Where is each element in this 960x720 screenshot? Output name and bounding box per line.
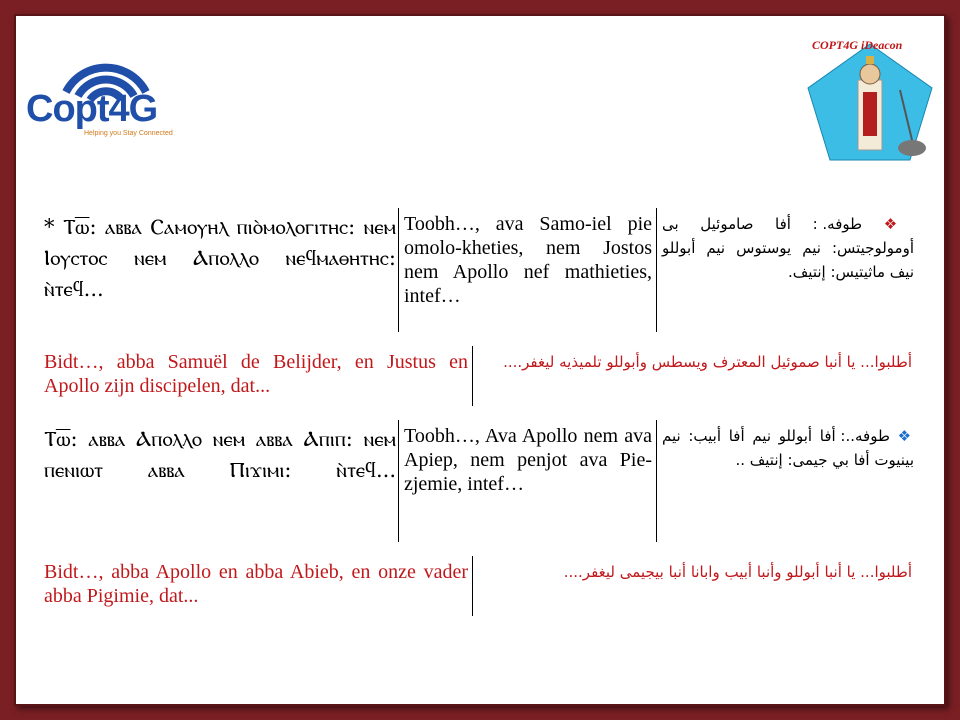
- column-divider: [398, 420, 399, 542]
- column-divider: [656, 208, 657, 332]
- translation-row-2: [36, 556, 922, 620]
- arabic-text-2-body: طوفه..: أفا أبوللو نيم أفا أبيب: نيم بينيوت أفا بي جيمى: إنتيف ..: [662, 427, 914, 469]
- copt4g-tagline: Helping you Stay Connected: [84, 130, 173, 137]
- arabic-text-1: [662, 212, 914, 284]
- dutch-translation-2: Bidt…, abba Apollo en abba Abieb, en onze vader abba Pigimie, dat...: [44, 561, 468, 607]
- column-divider: [472, 556, 473, 616]
- coptic-text-2: Ⲧⲱ̅: ⲁⲃⲃⲁ Ⲁⲡⲟⲗⲗⲟ ⲛⲉⲙ ⲁⲃⲃⲁ Ⲁⲡⲓⲡ: ⲛⲉⲙ ⲡⲉⲛⲓⲱⲧ ⲁⲃⲃⲁ Ⲡⲓϫⲓⲙⲓ: ⲛ̀ⲧⲉϥ...: [44, 427, 396, 482]
- transliteration-text-1: Toobh…, ava Samo-iel pie omolo-kheties, nem Jostos nem Apollo nef mathieties, intef…: [404, 213, 652, 307]
- coptic-text-1: * Ⲧⲱ̅: ⲁⲃⲃⲁ Ⲥⲁⲙⲟⲩⲏⲗ ⲡⲓⲟ̀ⲙⲟⲗⲟⲅⲓⲧⲏⲥ: ⲛⲉⲙ Ⲓⲟⲩⲥⲧⲟⲥ ⲛⲉⲙ Ⲁⲡⲟⲗⲗⲟ ⲛⲉϥⲙⲁⲑⲏⲧⲏⲥ: ⲛ̀ⲧⲉϥ...: [44, 215, 396, 301]
- transliteration-text-2: Toobh…, Ava Apollo nem ava Apiep, nem penjot ava Pie-zjemie, intef…: [404, 425, 652, 495]
- diamond-bullet-icon: ❖: [883, 215, 914, 233]
- copt4g-wordmark: Copt4G: [26, 88, 158, 130]
- translation-row-1: [36, 346, 922, 410]
- arabic-translation-2: أطلبوا... يا أنبا أبوللو وأنبا أبيب وابانا أنبا بيجيمى ليغفر....: [563, 563, 912, 581]
- arabic-text-2: [662, 424, 914, 472]
- ideacon-logo: [800, 30, 940, 170]
- column-divider: [472, 346, 473, 406]
- column-divider: [398, 208, 399, 332]
- diamond-bullet-icon: ❖: [897, 427, 914, 445]
- arabic-text-1-body: طوفه. : أفا صاموئيل بى أومولوجيتس: نيم يوستوس نيم أبوللو نيف ماثيتيس: إنتيف.: [662, 215, 914, 281]
- verse-row-2: [36, 420, 922, 544]
- column-divider: [656, 420, 657, 542]
- verse-row-1: [36, 208, 922, 334]
- arabic-translation-1: أطلبوا... يا أنبا صموئيل المعترف ويسطس وأبوللو تلميذيه ليغفر....: [503, 353, 912, 371]
- dutch-translation-1: Bidt…, abba Samuël de Belijder, en Justus en Apollo zijn discipelen, dat...: [44, 351, 468, 397]
- ideacon-title: COPT4G iDeacon: [812, 38, 903, 52]
- copt4g-logo: [26, 30, 186, 140]
